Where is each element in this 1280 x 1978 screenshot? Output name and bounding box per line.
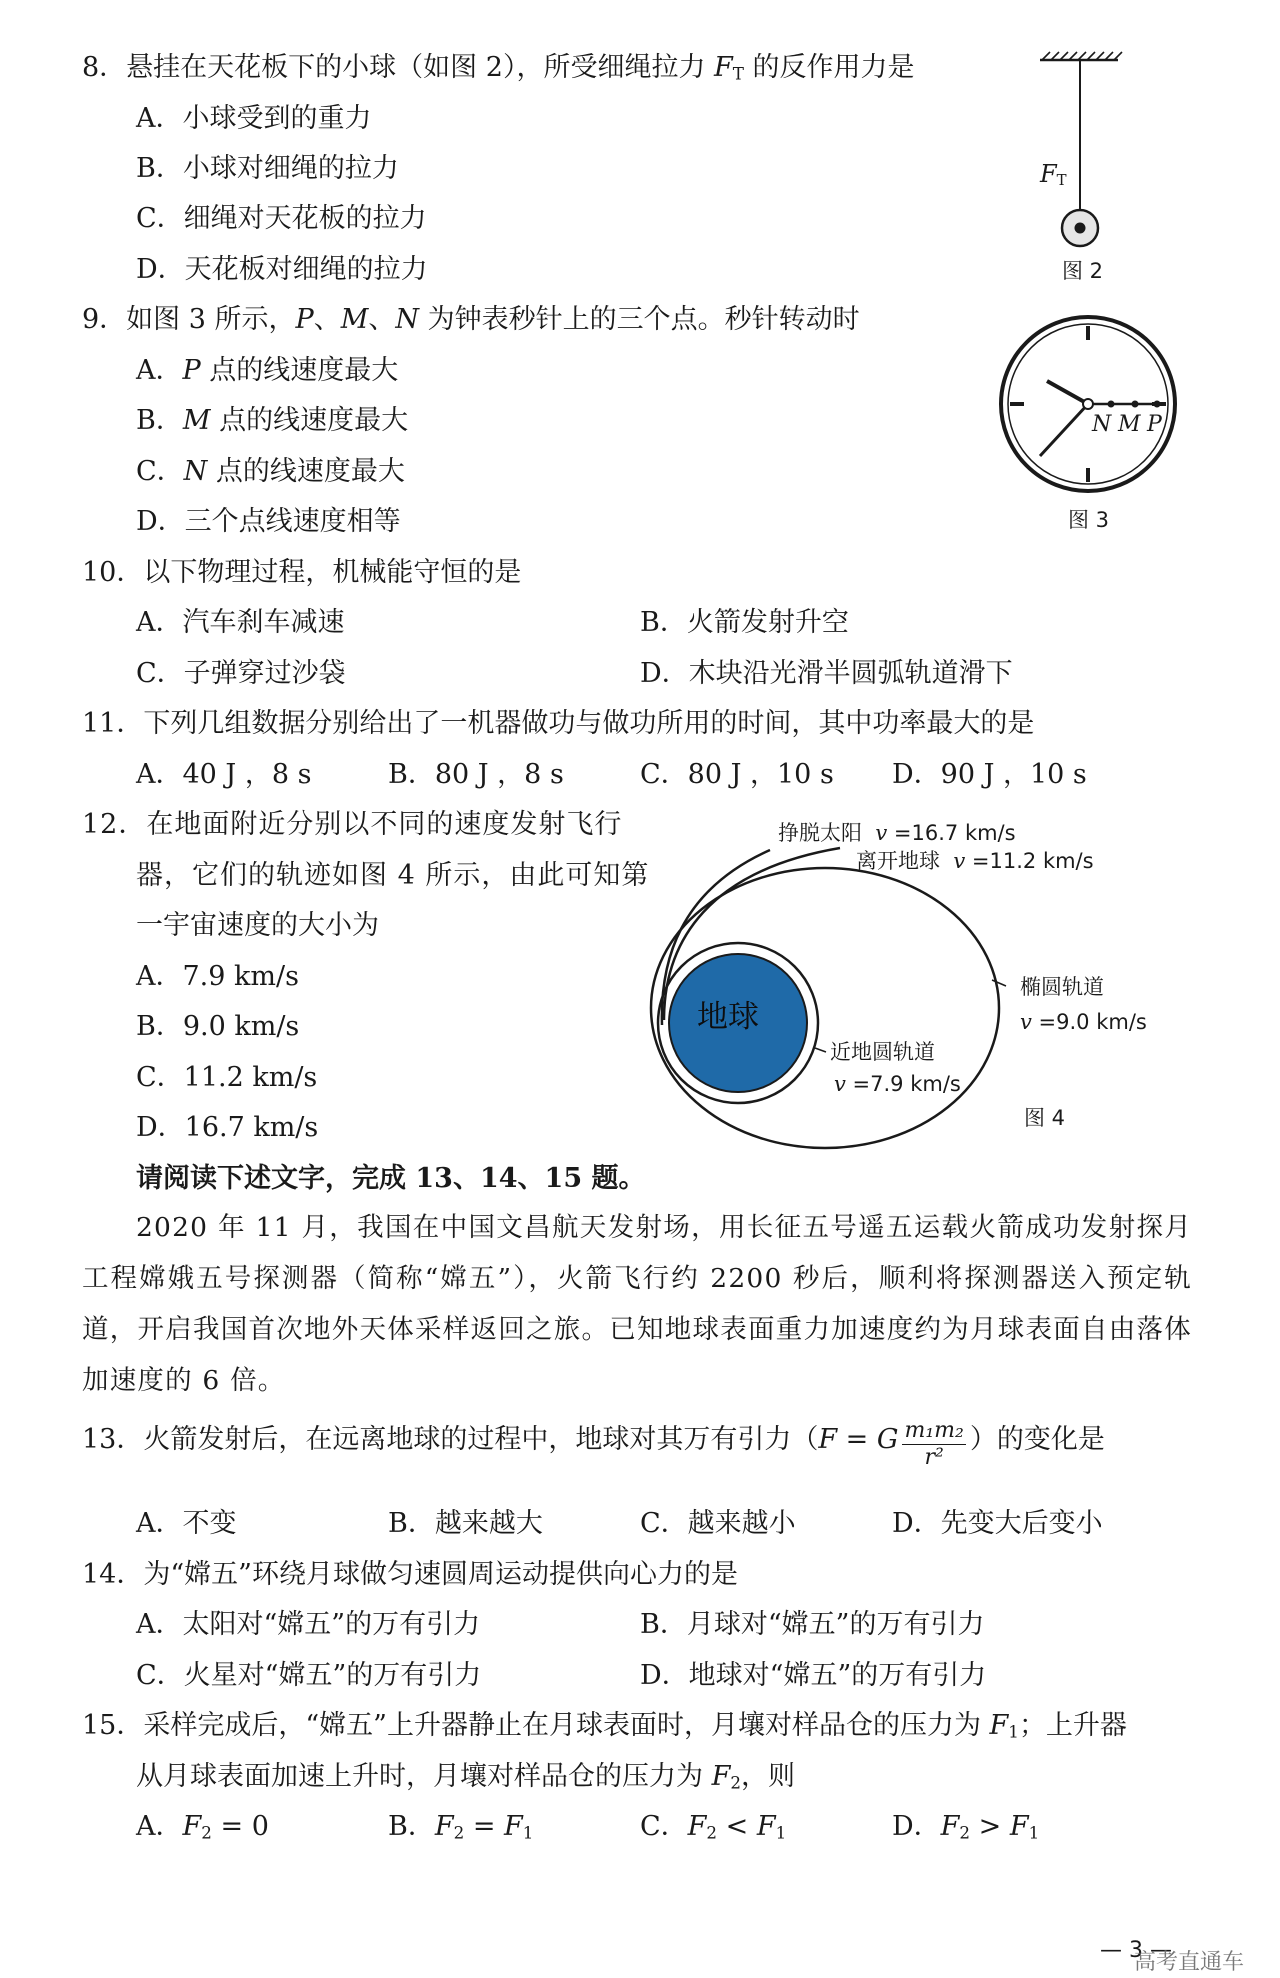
figure-2-caption: 图 2 (1062, 259, 1104, 283)
figure-4-caption: 图 4 (1024, 1106, 1066, 1130)
q9-option-c[interactable]: C．N 点的线速度最大 (136, 456, 405, 487)
q14-option-a[interactable]: A．太阳对“嫦五”的万有引力 (136, 1609, 481, 1640)
escape-earth-label: 离开地球 v =11.2 km/s (856, 849, 1094, 873)
escape-sun-label: 挣脱太阳 v =16.7 km/s (778, 821, 1016, 845)
q13-option-c[interactable]: C．越来越小 (640, 1508, 796, 1539)
q14-option-b[interactable]: B．月球对“嫦五”的万有引力 (640, 1609, 985, 1640)
q10-option-c[interactable]: C．子弹穿过沙袋 (136, 658, 346, 689)
q8-option-d[interactable]: D．天花板对细绳的拉力 (136, 254, 428, 285)
q14-stem: 14．为“嫦五”环绕月球做匀速圆周运动提供向心力的是 (82, 1559, 738, 1590)
figure-3-caption: 图 3 (1068, 508, 1110, 532)
q15-option-a[interactable]: A．$F_2 = 0$ (136, 1811, 269, 1843)
q11-option-b[interactable]: B．80 J ，8 s (388, 759, 564, 790)
clock-label-n: N (1092, 412, 1112, 437)
clock-point-m (1132, 401, 1139, 408)
ellipse-orbit-speed: v =9.0 km/s (1020, 1010, 1147, 1034)
q11-stem: 11．下列几组数据分别给出了一机器做功与做功所用的时间，其中功率最大的是 (82, 708, 1035, 739)
q12-option-c[interactable]: C．11.2 km/s (136, 1062, 318, 1093)
q12-stem-line-2: 器，它们的轨迹如图 4 所示，由此可知第 (136, 860, 650, 891)
q9-option-a[interactable]: A．P 点的线速度最大 (136, 355, 399, 386)
q11-option-a[interactable]: A．40 J ，8 s (136, 759, 312, 790)
circular-orbit-speed: v =7.9 km/s (834, 1072, 961, 1096)
clock-point-p (1154, 401, 1161, 408)
q10-option-d[interactable]: D．木块沿光滑半圆弧轨道滑下 (640, 658, 1013, 689)
q9-stem: 9．如图 3 所示，P、M、N 为钟表秒针上的三个点。秒针转动时 (82, 304, 860, 335)
q8-option-a[interactable]: A．小球受到的重力 (136, 103, 372, 134)
clock-point-n (1108, 401, 1115, 408)
q15-stem-line-2: 从月球表面加速上升时，月壤对样品仓的压力为 $F_2$，则 (136, 1761, 795, 1793)
q13-option-b[interactable]: B．越来越大 (388, 1508, 543, 1539)
q8-stem: 8．悬挂在天花板下的小球（如图 2），所受细绳拉力 $F_T$ 的反作用力是 (82, 52, 915, 84)
q14-option-c[interactable]: C．火星对“嫦五”的万有引力 (136, 1660, 482, 1691)
q12-option-a[interactable]: A．7.9 km/s (136, 961, 299, 992)
q8-option-c[interactable]: C．细绳对天花板的拉力 (136, 203, 427, 234)
q10-stem: 10．以下物理过程，机械能守恒的是 (82, 557, 522, 588)
q15-option-b[interactable]: B．$F_2 = F_1$ (388, 1811, 534, 1843)
earth-label: 地球 (697, 999, 759, 1035)
passage-heading: 请阅读下述文字，完成 13、14、15 题。 (136, 1163, 646, 1194)
watermark: 高考直通车 (1134, 1950, 1245, 1975)
q13-option-a[interactable]: A．不变 (136, 1508, 237, 1539)
q11-option-c[interactable]: C．80 J ，10 s (640, 759, 834, 790)
figure-2-force-label: FT (1040, 160, 1067, 189)
clock-label-p: P (1147, 412, 1162, 437)
q8-option-b[interactable]: B．小球对细绳的拉力 (136, 153, 399, 184)
q12-option-d[interactable]: D．16.7 km/s (136, 1112, 319, 1143)
circular-orbit-label: 近地圆轨道 (830, 1040, 935, 1064)
gravitation-fraction: $\frac{\text{m₁m₂}}{\text{r²}}$ (904, 1418, 964, 1470)
q15-option-d[interactable]: D．$F_2 > F_1$ (892, 1811, 1040, 1843)
q10-option-b[interactable]: B．火箭发射升空 (640, 607, 849, 638)
q11-option-d[interactable]: D．90 J ，10 s (892, 759, 1087, 790)
ellipse-orbit-label: 椭圆轨道 (1020, 975, 1104, 999)
passage-text: 2020 年 11 月，我国在中国文昌航天发射场，用长征五号遥五运载火箭成功发射探月工程嫦娥五号探测器（简称“嫦五”），火箭飞行约 2200 秒后，顺利将探测器送入预定轨道，开启我国首次地外天体采样返回之旅。已知地球表面重力加速度约为月球表面自由落体加速度的 6 倍。 (82, 1212, 1192, 1396)
q13-option-d[interactable]: D．先变大后变小 (892, 1508, 1103, 1539)
page-number: — 3 — (1100, 1938, 1172, 1963)
clock-label-m: M (1118, 412, 1141, 437)
q10-option-a[interactable]: A．汽车刹车减速 (136, 607, 345, 638)
q9-option-d[interactable]: D．三个点线速度相等 (136, 506, 401, 537)
q15-stem-line-1: 15．采样完成后，“嫦五”上升器静止在月球表面时，月壤对样品仓的压力为 $F_1$；上升器 (82, 1710, 1127, 1742)
figure-3-clock (995, 316, 1185, 496)
q9-option-b[interactable]: B．M 点的线速度最大 (136, 405, 409, 436)
q12-option-b[interactable]: B．9.0 km/s (136, 1011, 300, 1042)
q13-stem: 13．火箭发射后，在远离地球的过程中，地球对其万有引力（F = G $\frac{\text{m₁m₂}}{\text{r²}}$ ）的变化是 (82, 1418, 1105, 1470)
q14-option-d[interactable]: D．地球对“嫦五”的万有引力 (640, 1660, 987, 1691)
q12-stem-line-3: 一宇宙速度的大小为 (136, 910, 379, 941)
q15-option-c[interactable]: C．$F_2 < F_1$ (640, 1811, 787, 1843)
q12-stem-line-1: 12．在地面附近分别以不同的速度发射飞行 (82, 809, 623, 840)
